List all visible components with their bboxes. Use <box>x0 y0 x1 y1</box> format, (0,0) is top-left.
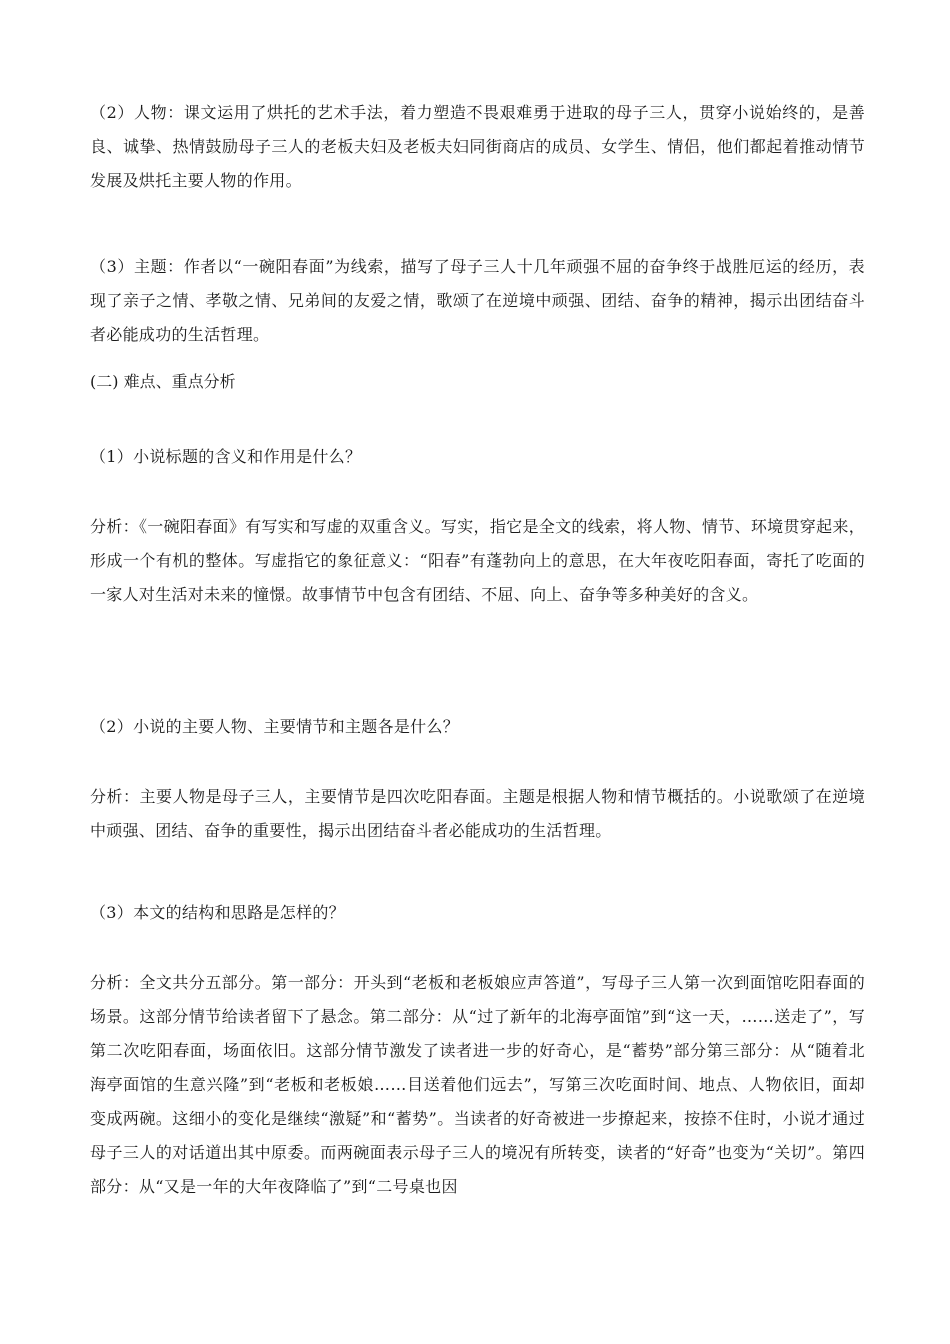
question-2: （2）小说的主要人物、主要情节和主题各是什么？ <box>90 717 460 736</box>
answer-3: 分析：全文共分五部分。第一部分：开头到“老板和老板娘应声答道”，写母子三人第一次到面馆吃阳春面的场景。这部分情节给读者留下了悬念。第二部分：从“过了新年的北海亭面馆”到“这一天，……送走了”，写第二次吃阳春面，场面依旧。这部分情节激发了读者进一步的好奇心，是“蓄势”部分第三部分：从“随着北海亭面馆的生意兴隆”到“老板和老板娘……目送着他们远去”，写第三次吃面时间、地点、人物依旧，面却变成两碗。这细小的变化是继续“激疑”和“蓄势”。当读者的好奇被进一步撩起来，按捺不住时，小说才通过母子三人的对话道出其中原委。而两碗面表示母子三人的境况有所转变，读者的“好奇”也变为“关切”。第四部分：从“又是一年的大年夜降临了”到“二号桌也因 <box>90 973 865 1196</box>
question-3: （3）本文的结构和思路是怎样的？ <box>90 903 345 922</box>
paragraph-theme: （3）主题：作者以“一碗阳春面”为线索，描写了母子三人十几年顽强不屈的奋争终于战胜厄运的经历，表现了亲子之情、孝敬之情、兄弟间的友爱之情，歌颂了在逆境中顽强、团结、奋争的精神，揭示出团结奋斗者必能成功的生活哲理。 <box>90 257 865 344</box>
question-1: （1）小说标题的含义和作用是什么？ <box>90 447 362 466</box>
answer-1: 分析：《一碗阳春面》有写实和写虚的双重含义。写实，指它是全文的线索，将人物、情节、环境贯穿起来，形成一个有机的整体。写虚指它的象征意义：“阳春”有蓬勃向上的意思，在大年夜吃阳春面，寄托了吃面的一家人对生活对未来的憧憬。故事情节中包含有团结、不屈、向上、奋争等多种美好的含义。 <box>90 517 865 604</box>
paragraph-characters: （2）人物：课文运用了烘托的艺术手法，着力塑造不畏艰难勇于进取的母子三人，贯穿小说始终的，是善良、诚挚、热情鼓励母子三人的老板夫妇及老板夫妇同街商店的成员、女学生、情侣，他们都起着推动情节发展及烘托主要人物的作用。 <box>90 103 865 190</box>
answer-2: 分析：主要人物是母子三人，主要情节是四次吃阳春面。主题是根据人物和情节概括的。小说歌颂了在逆境中顽强、团结、奋争的重要性，揭示出团结奋斗者必能成功的生活哲理。 <box>90 787 865 840</box>
section-heading: (二) 难点、重点分析 <box>90 372 236 391</box>
